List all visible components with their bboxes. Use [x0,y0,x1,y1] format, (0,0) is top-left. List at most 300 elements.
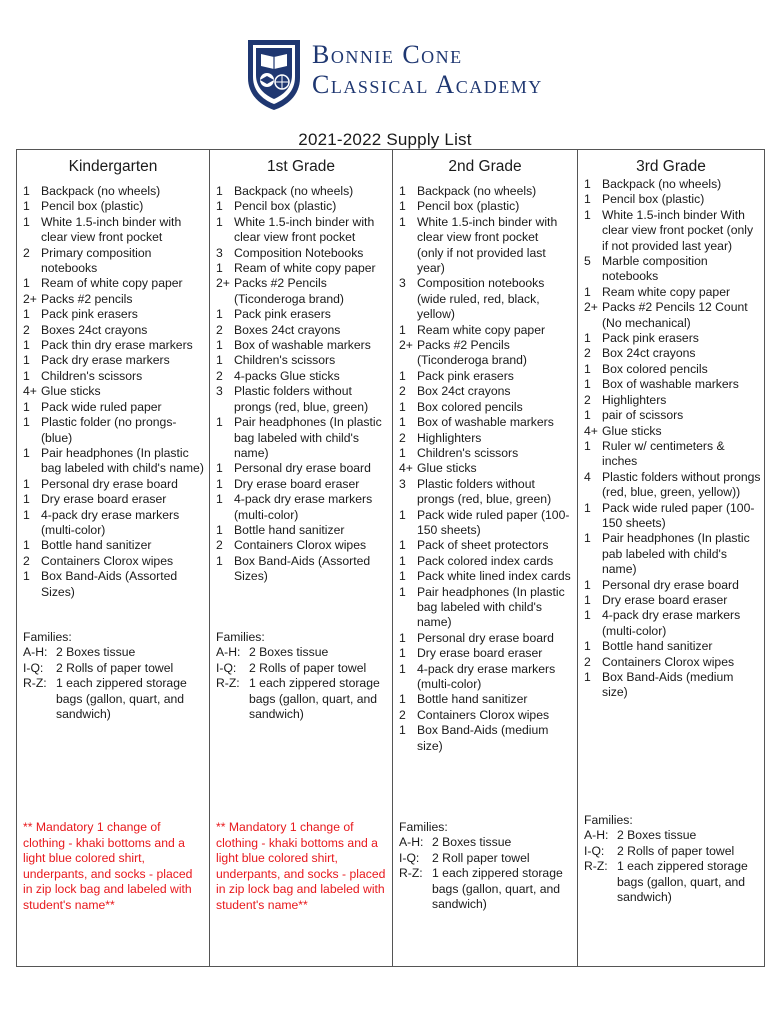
item-quantity: 1 [584,177,591,191]
list-item [584,424,761,439]
item-description: Box of washable markers [234,338,371,353]
item-description: Plastic folder (no prongs-(blue) [41,415,177,445]
item-description: Bottle hand sanitizer [234,522,345,537]
item-quantity: 1 [584,531,591,546]
list-item [216,338,389,353]
item-description: Packs #2 Pencils (Ticonderoga brand) [234,276,344,306]
item-description: Box Band-Aids (Assorted Sizes) [41,569,178,599]
item-quantity: 1 [584,377,591,392]
item-quantity: 1 [216,476,223,491]
item-description: White 1.5-inch binder with clear view front pocket [417,214,558,245]
list-item [584,331,761,346]
families-range: R-Z: [23,676,47,691]
item-quantity: 1 [584,577,591,592]
families-range: A-H: [216,645,241,660]
list-item [23,415,206,446]
item-quantity: 4+ [584,423,598,438]
column-1st-grade [210,150,393,966]
list-item [399,585,574,631]
item-quantity: 1 [584,438,591,453]
list-item [399,400,574,415]
item-quantity: 1 [23,276,30,291]
shield-crest-icon [244,38,304,112]
item-description: 4-packs Glue sticks [234,368,340,383]
item-description: 4-pack dry erase markers (multi-color) [41,507,180,537]
item-quantity: 1 [399,322,406,337]
item-quantity: 2 [216,322,223,337]
families-label: Families: [399,820,448,834]
list-item [584,300,761,331]
item-quantity: 1 [399,415,406,430]
list-item [584,439,761,470]
item-quantity: 4 [584,469,591,484]
item-quantity: 2 [216,368,223,383]
item-description: Backpack (no wheels) [41,184,161,198]
families-row [399,851,574,866]
item-description: Boxes 24ct crayons [41,322,148,337]
supply-list [23,184,206,600]
supply-list [399,184,574,754]
families-label: Families: [584,813,633,827]
item-description: Dry erase board eraser [602,592,728,607]
item-quantity: 1 [584,361,591,376]
school-name-line1: Bonnie Cone [312,40,463,69]
list-item [216,477,389,492]
list-item [23,184,206,199]
list-item [216,184,389,199]
item-quantity: 1 [23,507,30,522]
item-quantity: 2 [584,654,591,669]
list-item [399,554,574,569]
item-description: Pack pink erasers [417,368,514,383]
item-quantity: 2 [399,707,406,722]
school-name-line2: Classical Academy [312,70,543,99]
item-description: Primary composition notebooks [41,245,152,276]
families-row [399,835,574,850]
item-quantity: 1 [399,553,406,568]
list-item [399,538,574,553]
item-description: Bottle hand sanitizer [602,639,713,654]
item-quantity: 1 [23,415,30,430]
families-range: I-Q: [216,660,237,675]
item-description: Pack pink erasers [41,307,138,322]
item-quantity: 1 [216,353,223,368]
page-header [0,0,770,120]
item-quantity: 5 [584,254,591,269]
list-item [23,369,206,384]
item-description: Personal dry erase board [602,577,739,592]
item-description: pair of scissors [602,408,684,423]
item-quantity: 1 [584,331,591,346]
item-description: Containers Clorox wipes [417,707,550,722]
item-quantity: 1 [23,184,30,198]
column-2nd-grade [393,150,578,966]
item-description: Composition Notebooks [234,245,364,260]
list-item [23,292,206,307]
supply-table [16,150,765,967]
list-item [23,477,206,492]
item-description: Pack wide ruled paper [41,399,162,414]
list-item [584,501,761,532]
families-range: R-Z: [584,859,608,874]
item-description: Plastic folders without prongs (red, blue, green) [417,476,552,507]
column-heading: Kindergarten [68,158,158,175]
item-quantity: 1 [584,639,591,654]
families-section [216,630,389,722]
list-item [216,384,389,415]
item-description: Pencil box (plastic) [417,199,520,214]
item-quantity: 2+ [399,338,413,353]
list-item [216,492,389,523]
list-item [216,461,389,476]
item-quantity: 3 [399,476,406,491]
item-quantity: 1 [216,307,223,322]
item-description: Box colored pencils [602,361,708,376]
document-title: 2021-2022 Supply List [298,130,472,149]
families-range: I-Q: [399,850,420,865]
item-description: Dry erase board eraser [41,492,167,507]
item-description: Glue sticks [602,423,662,438]
item-quantity: 1 [216,199,223,214]
column-kindergarten [17,150,210,966]
item-description: 4-pack dry erase markers (multi-color) [417,661,556,691]
item-description: White 1.5-inch binder With clear view front pocket (only if not provided last year) [602,207,754,253]
column-heading: 3rd Grade [636,158,706,175]
item-description: Box colored pencils [417,399,523,414]
item-description: Boxes 24ct crayons [234,322,341,337]
item-quantity: 1 [399,661,406,676]
item-description: Pair headphones (In plastic bag labeled with child's name) [234,415,382,460]
school-name [312,40,552,100]
families-supply: 2 Rolls of paper towel [249,660,367,675]
list-item [216,538,389,553]
list-item [399,384,574,399]
item-quantity: 1 [399,692,406,707]
item-description: Dry erase board eraser [234,476,360,491]
item-description: Ream white copy paper [417,322,546,337]
list-item [23,492,206,507]
item-quantity: 1 [399,399,406,414]
item-description: Marble composition notebooks [602,254,708,284]
item-quantity: 2 [584,346,591,361]
item-description: Box of washable markers [602,377,739,392]
item-description: Children's scissors [234,353,336,368]
item-description: White 1.5-inch binder with clear view front pocket [234,214,375,245]
item-quantity: 1 [23,445,30,460]
item-quantity: 1 [216,522,223,537]
item-description: Box Band-Aids (medium size) [602,670,734,700]
item-quantity: 1 [216,261,223,276]
families-supply: 1 each zippered storage bags (gallon, quart, and sandwich) [249,676,380,722]
column-heading: 1st Grade [266,158,336,175]
item-description: Pack thin dry erase markers [41,338,193,353]
list-item [584,192,761,207]
item-description: White 1.5-inch binder with clear view front pocket [41,214,182,245]
families-section [23,630,206,722]
item-description: Personal dry erase board [234,461,371,476]
item-quantity: 2+ [216,276,230,291]
list-item [399,246,574,277]
item-quantity: 1 [399,507,406,522]
item-description: Pack wide ruled paper (100-150 sheets) [417,507,570,537]
families-range: A-H: [23,645,48,660]
item-quantity: 1 [216,461,223,476]
item-description: Box 24ct crayons [417,384,511,399]
item-description: 4-pack dry erase markers (multi-color) [234,492,373,522]
supply-list [216,184,389,585]
list-item [584,470,761,501]
families-supply: 2 Boxes tissue [56,645,136,660]
item-description: Children's scissors [41,368,143,383]
item-description: Glue sticks [41,384,101,399]
list-item [399,415,574,430]
list-item [216,415,389,461]
item-quantity: 1 [399,214,406,229]
list-item [584,285,761,300]
item-description: Pencil box (plastic) [234,199,337,214]
item-description: Personal dry erase board [417,630,554,645]
families-row [216,645,389,660]
list-item [584,639,761,654]
list-item [23,199,206,214]
item-description: Backpack (no wheels) [417,184,537,198]
families-row [23,645,206,660]
item-quantity: 1 [399,584,406,599]
item-description: Ream of white copy paper [234,261,376,276]
list-item [216,215,389,246]
families-supply: 1 each zippered storage bags (gallon, quart, and sandwich) [432,866,563,912]
item-quantity: 1 [23,399,30,414]
item-quantity: 4+ [399,461,413,476]
item-quantity: 2 [584,392,591,407]
mandatory-note: ** Mandatory 1 change of clothing - khaki bottoms and a light blue colored shirt, underpants, and socks - placed in zip lock bag and labeled with student's name** [23,820,193,912]
item-description: Pack white lined index cards [417,569,571,584]
families-section [399,820,574,912]
list-item [399,184,574,199]
item-description: Containers Clorox wipes [234,538,367,553]
item-quantity: 1 [399,368,406,383]
families-label: Families: [23,630,72,644]
list-item [216,199,389,214]
item-description: Bottle hand sanitizer [417,692,528,707]
list-item [584,362,761,377]
item-quantity: 4+ [23,384,37,399]
item-description: Pair headphones (In plastic bag labeled with child's name) [41,445,204,476]
families-supply: 2 Boxes tissue [617,828,697,843]
item-quantity: 2 [399,430,406,445]
item-description: Box of washable markers [417,415,554,430]
list-item [584,393,761,408]
list-item [399,662,574,693]
families-supply: 2 Boxes tissue [432,835,512,850]
list-item [399,631,574,646]
list-item [23,400,206,415]
list-item [584,593,761,608]
item-quantity: 1 [399,445,406,460]
item-quantity: 1 [584,408,591,423]
families-row [23,676,206,722]
families-range: A-H: [399,835,424,850]
list-item [216,246,389,261]
item-quantity: 3 [216,384,223,399]
item-quantity: 1 [23,338,30,353]
item-quantity: 3 [399,276,406,291]
list-item [584,408,761,423]
list-item [23,323,206,338]
item-description: Ruler w/ centimeters & inches [602,438,725,469]
item-quantity: 2 [23,322,30,337]
list-item [399,276,574,322]
families-range: R-Z: [216,676,240,691]
list-item [23,446,206,477]
list-item [584,208,761,254]
item-description: Pack pink erasers [602,331,699,346]
item-quantity: 1 [399,199,406,214]
list-item [23,508,206,539]
item-quantity: 1 [399,538,406,553]
families-row [584,844,761,859]
item-description: Ream white copy paper [602,284,731,299]
families-supply: 2 Roll paper towel [432,850,530,865]
list-item [399,508,574,539]
item-description: Pack colored index cards [417,553,554,568]
families-row [216,676,389,722]
list-item [216,523,389,538]
item-description: Backpack (no wheels) [602,177,722,191]
families-row [584,828,761,843]
item-quantity: 2 [216,538,223,553]
list-item [399,461,574,476]
item-quantity: 1 [584,670,591,684]
item-quantity: 1 [399,569,406,584]
item-quantity: 1 [23,199,30,214]
list-item [216,307,389,322]
item-quantity: 2 [23,553,30,568]
column-3rd-grade [578,150,764,966]
list-item [399,708,574,723]
list-item [399,431,574,446]
item-description: Bottle hand sanitizer [41,538,152,553]
list-item [216,369,389,384]
item-quantity: 1 [23,353,30,368]
list-item [399,569,574,584]
item-description: Pack of sheet protectors [417,538,549,553]
list-item [584,655,761,670]
families-label: Families: [216,630,265,644]
supply-list [584,177,761,701]
item-quantity: 3 [216,245,223,260]
item-description: Composition notebooks (wide ruled, red, black, yellow) [417,276,545,322]
list-item [23,538,206,553]
item-description: Pair headphones (In plastic bag labeled with child's name) [417,584,565,630]
list-item [23,276,206,291]
list-item [23,569,206,600]
list-item [216,353,389,368]
list-item [216,261,389,276]
item-quantity: 1 [584,192,591,207]
item-description: 4-pack dry erase markers (multi-color) [602,608,741,638]
item-description: (only if not provided last year) [417,245,546,276]
families-section [584,813,761,905]
item-description: Pencil box (plastic) [41,199,144,214]
families-range: A-H: [584,828,609,843]
item-quantity [399,246,417,277]
item-description: Ream of white copy paper [41,276,183,291]
families-range: R-Z: [399,866,423,881]
item-description: Containers Clorox wipes [41,553,174,568]
item-quantity: 1 [584,284,591,299]
item-quantity: 1 [584,500,591,515]
item-quantity: 2 [399,384,406,399]
item-quantity: 1 [23,492,30,507]
list-item [23,338,206,353]
list-item [584,608,761,639]
item-description: Pack wide ruled paper (100-150 sheets) [602,500,755,530]
list-item [399,646,574,661]
item-description: Box 24ct crayons [602,346,696,361]
item-description: Children's scissors [417,445,519,460]
item-description: Box Band-Aids (Assorted Sizes) [234,553,371,584]
list-item [584,578,761,593]
item-quantity: 1 [399,184,406,198]
item-description: Plastic folders without prongs (red, blue, green, yellow)) [602,469,761,500]
item-description: Box Band-Aids (medium size) [417,723,549,753]
list-item [399,215,574,246]
item-quantity: 1 [584,207,591,222]
item-quantity: 1 [23,569,30,584]
list-item [23,384,206,399]
list-item [584,346,761,361]
item-quantity: 1 [216,492,223,507]
item-description: Glue sticks [417,461,477,476]
item-quantity: 1 [216,214,223,229]
list-item [23,353,206,368]
item-description: Containers Clorox wipes [602,654,735,669]
families-row [216,661,389,676]
item-quantity: 1 [23,538,30,553]
item-description: Packs #2 pencils [41,291,133,306]
item-quantity: 1 [23,368,30,383]
item-quantity: 1 [399,646,406,661]
item-description: Personal dry erase board [41,476,178,491]
list-item [399,323,574,338]
families-row [584,859,761,905]
item-quantity: 1 [399,630,406,645]
item-quantity: 1 [23,214,30,229]
list-item [399,692,574,707]
list-item [399,338,574,369]
families-supply: 2 Rolls of paper towel [56,660,174,675]
item-description: Pencil box (plastic) [602,192,705,207]
item-quantity: 1 [216,553,223,568]
families-row [23,661,206,676]
list-item [23,307,206,322]
item-description: Pack pink erasers [234,307,331,322]
families-supply: 2 Boxes tissue [249,645,329,660]
list-item [23,246,206,277]
item-description: Backpack (no wheels) [234,184,354,198]
list-item [216,323,389,338]
item-quantity: 1 [399,723,406,738]
item-quantity: 1 [216,338,223,353]
item-quantity: 2+ [584,300,598,315]
list-item [399,199,574,214]
item-quantity: 1 [216,184,223,198]
list-item [216,276,389,307]
column-heading: 2nd Grade [448,158,522,175]
list-item [399,477,574,508]
item-description: Dry erase board eraser [417,646,543,661]
